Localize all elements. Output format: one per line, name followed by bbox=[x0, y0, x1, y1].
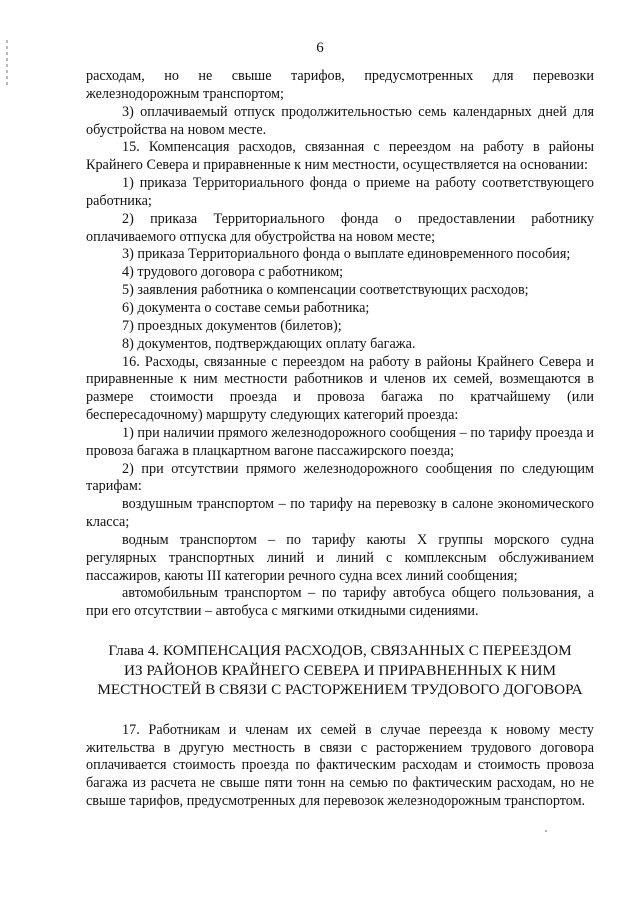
scan-speck bbox=[545, 830, 547, 832]
paragraph: водным транспортом – по тарифу каюты X группы морского судна регулярных транспортных линий и линий с комплексным обслуживанием пассажиров, каюты III категории речного судна всех линий сообщения; bbox=[86, 531, 594, 584]
section-after-heading bbox=[86, 722, 594, 811]
paragraph: 3) оплачиваемый отпуск продолжительностью семь календарных дней для обустройства на новом месте. bbox=[86, 103, 594, 138]
paragraph: расходам, но не свыше тарифов, предусмотренных для перевозки железнодорожным транспортом; bbox=[86, 68, 594, 102]
chapter-heading-line: Глава 4. КОМПЕНСАЦИЯ РАСХОДОВ, СВЯЗАННЫХ С ПЕРЕЕЗДОМ bbox=[108, 642, 572, 660]
chapter-heading bbox=[86, 641, 594, 700]
paragraph: 1) при наличии прямого железнодорожного сообщения – по тарифу проезда и провоза багажа в плацкартном вагоне пассажирского поезда; bbox=[86, 424, 594, 459]
paragraph: 16. Расходы, связанные с переездом на работу в районы Крайнего Севера и приравненные к ним местности работников и членов их семей, возмещаются в размере стоимости проезда и провоза багажа по кратчайшему (или беспересадочному) маршруту следующих категорий проезда: bbox=[86, 353, 594, 424]
paragraph: 3) приказа Территориального фонда о выплате единовременного пособия; bbox=[122, 246, 571, 263]
paragraph: 2) приказа Территориального фонда о предоставлении работнику оплачиваемого отпуска для обустройства на новом месте; bbox=[86, 210, 594, 245]
paragraph: 4) трудового договора с работником; bbox=[122, 264, 344, 281]
chapter-heading-line: МЕСТНОСТЕЙ В СВЯЗИ С РАСТОРЖЕНИЕМ ТРУДОВОГО ДОГОВОРА bbox=[97, 681, 583, 699]
paragraph: 7) проездных документов (билетов); bbox=[122, 317, 342, 334]
paragraph: 8) документов, подтверждающих оплату багажа. bbox=[122, 335, 416, 352]
paragraph: 1) приказа Территориального фонда о приеме на работу соответствующего работника; bbox=[86, 175, 594, 209]
paragraph: 2) при отсутствии прямого железнодорожного сообщения по следующим тарифам: bbox=[86, 460, 594, 495]
paragraph: автомобильным транспортом – по тарифу автобуса общего пользования, а при его отсутствии – автобуса с мягкими откидными сидениями. bbox=[86, 585, 594, 620]
page-number: 6 bbox=[316, 40, 324, 56]
section-before-heading bbox=[86, 68, 594, 621]
document-body bbox=[86, 68, 594, 811]
paragraph: 5) заявления работника о компенсации соответствующих расходов; bbox=[122, 282, 529, 299]
chapter-heading-line: ИЗ РАЙОНОВ КРАЙНЕГО СЕВЕРА И ПРИРАВНЕННЫХ К НИМ bbox=[123, 661, 556, 679]
paragraph: 17. Работникам и членам их семей в случае переезда к новому месту жительства в другую местность в связи с расторжением трудового договора оплачивается стоимость проезда по фактическим расходам и стоимость провоза багажа из расчета не свыше пяти тонн на семью по фактическим расходам, но не свыше тарифов, предусмотренных для перевозок железнодорожным транспортом. bbox=[86, 721, 594, 810]
paragraph: 15. Компенсация расходов, связанная с переездом на работу в районы Крайнего Севера и приравненные к ним местности, осуществляется на основании: bbox=[86, 139, 594, 174]
paragraph: воздушным транспортом – по тарифу на перевозку в салоне экономического класса; bbox=[86, 496, 594, 531]
paragraph: 6) документа о составе семьи работника; bbox=[122, 299, 370, 316]
